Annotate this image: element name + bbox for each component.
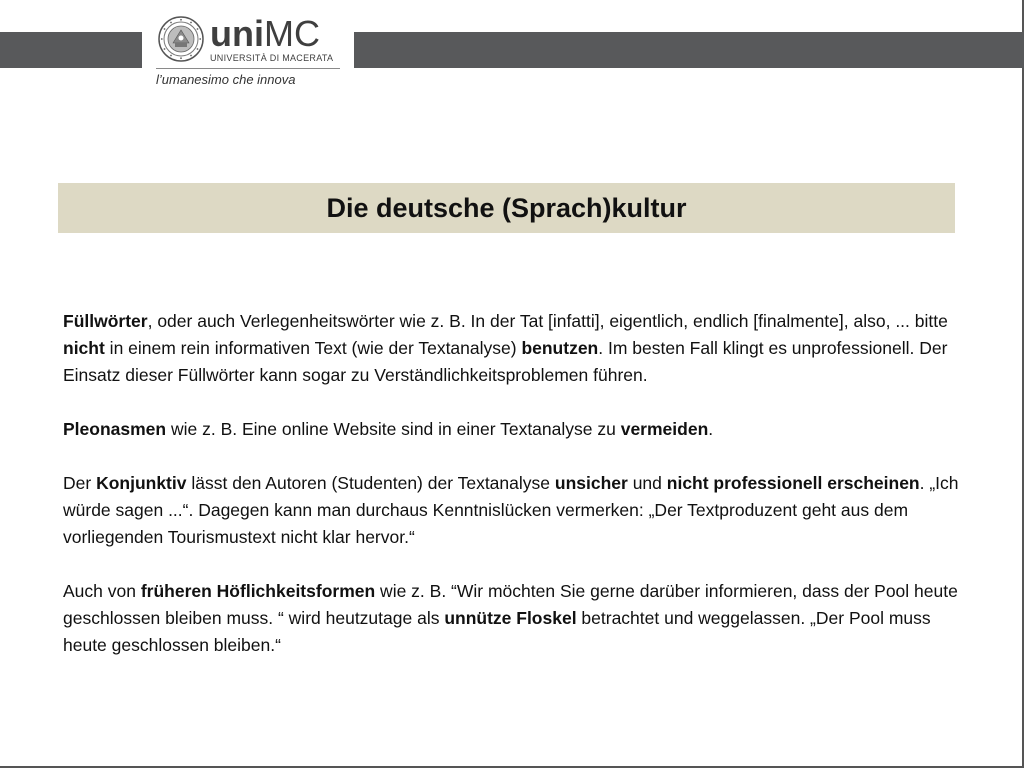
text-segment: benutzen	[521, 338, 599, 358]
paragraph	[63, 308, 963, 389]
university-name: UNIVERSITÀ DI MACERATA	[210, 53, 334, 63]
text-segment: wie z. B. “Wir möchten Sie gerne darüber informieren, dass der Pool heute geschlossen bleiben muss. “ wird heutzutage als	[63, 581, 958, 628]
text-segment: betrachtet und weggelassen. „Der Pool muss heute geschlossen bleiben.“	[63, 608, 931, 655]
text-segment: unsicher	[554, 473, 628, 493]
text-segment: .	[708, 419, 714, 439]
text-segment: wie z. B. Eine online Website sind in einer Textanalyse zu	[166, 419, 621, 439]
paragraph	[63, 470, 963, 551]
brand-bold: uni	[210, 13, 264, 54]
text-segment: vermeiden	[620, 419, 709, 439]
title-bar	[58, 183, 955, 233]
text-segment: . „Ich würde sagen ...“. Dagegen kann man durchaus Kenntnislücken vermerken: „Der Textproduzent geht aus dem vorliegenden Tourismustext nicht klar hervor.“	[63, 473, 959, 547]
text-segment: früheren Höflichkeitsformen	[140, 581, 376, 601]
text-segment: Auch von	[63, 581, 141, 601]
text-segment: Der	[63, 473, 97, 493]
text-segment: Füllwörter	[63, 311, 148, 331]
text-segment: Konjunktiv	[96, 473, 187, 493]
paragraph	[63, 416, 963, 443]
text-segment: nicht professionell erscheinen	[666, 473, 920, 493]
brand-wordmark	[210, 14, 320, 54]
body-text	[63, 308, 963, 659]
text-segment: nicht	[63, 338, 105, 358]
university-logo	[148, 8, 348, 90]
header-bar-left	[0, 32, 142, 68]
text-segment: . Im besten Fall klingt es unprofessionell. Der Einsatz dieser Füllwörter kann sogar zu Verständlichkeitsproblemen führen.	[63, 338, 948, 385]
text-segment: unnütze Floskel	[444, 608, 577, 628]
text-segment: und	[627, 473, 667, 493]
text-segment: , oder auch Verlegenheitswörter wie z. B. In der Tat [infatti], eigentlich, endlich [finalmente], also, ... bitte	[147, 311, 948, 331]
header-bar-right	[354, 32, 1024, 68]
logo-tagline: l’umanesimo che innova	[156, 72, 296, 87]
university-seal-icon	[158, 16, 204, 62]
text-segment: Pleonasmen	[63, 419, 167, 439]
text-segment: in einem rein informativen Text (wie der Textanalyse)	[104, 338, 522, 358]
text-segment: lässt den Autoren (Studenten) der Textanalyse	[186, 473, 555, 493]
slide-title: Die deutsche (Sprach)kultur	[326, 192, 687, 223]
paragraph	[63, 578, 963, 659]
brand-light: MC	[263, 13, 320, 54]
logo-divider	[156, 68, 340, 69]
